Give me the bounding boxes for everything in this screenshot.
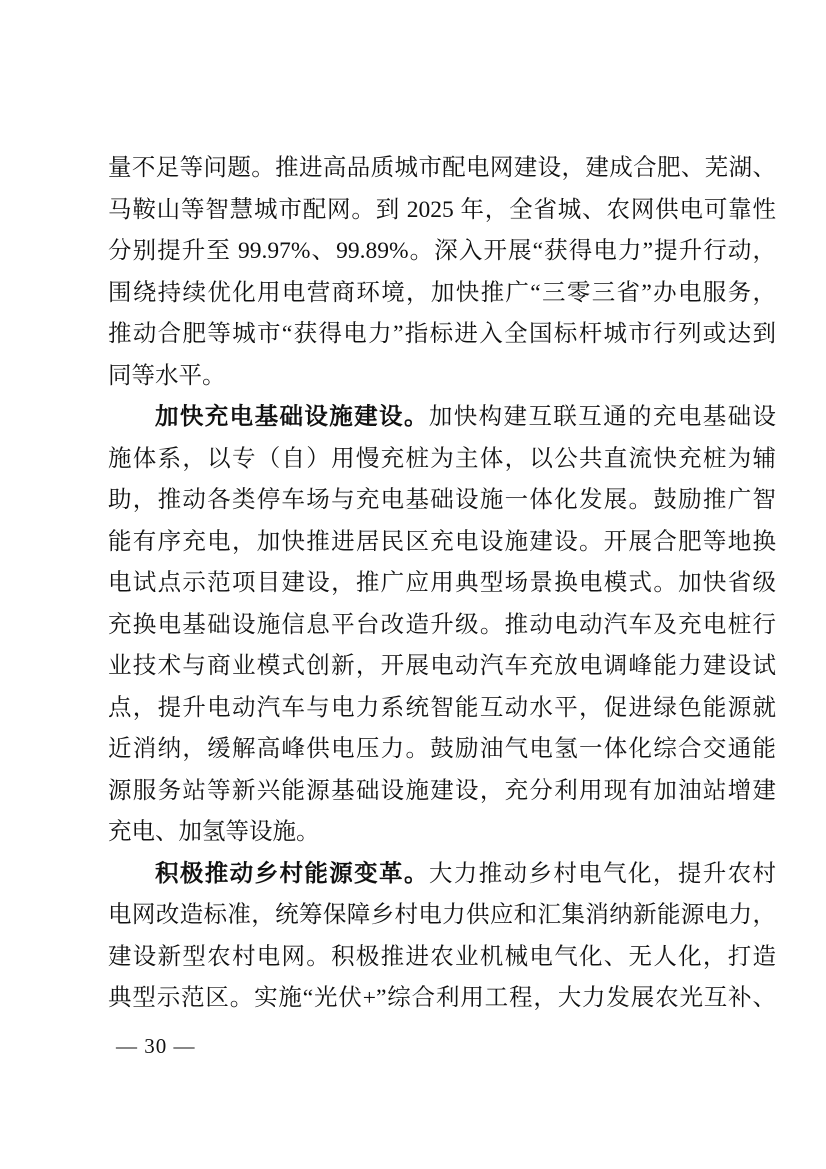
text-line: 推动合肥等城市“获得电力”指标进入全国标杆城市行列或达到: [108, 321, 776, 347]
text-line: 助，推动各类停车场与充电基础设施一体化发展。鼓励推广智: [108, 487, 776, 513]
text-line: 业技术与商业模式创新，开展电动汽车充放电调峰能力建设试: [108, 653, 776, 679]
text-line: 同等水平。: [108, 362, 226, 389]
lead-line-rest: 大力推动乡村电气化，提升农村: [428, 860, 777, 887]
text-line: [108, 397, 776, 439]
text-line: 能有序充电，加快推进居民区充电设施建设。开展合肥等地换: [108, 528, 776, 555]
lead-line-rest: 加快构建互联互通的充电基础设: [428, 404, 777, 430]
text-line: 点，提升电动汽车与电力系统智能互动水平，促进绿色能源就: [108, 694, 776, 721]
text-line: 典型示范区。实施“光伏+”综合利用工程，大力发展农光互补、: [108, 985, 776, 1011]
text-line: 充电、加氢等设施。: [108, 819, 320, 845]
text-line: 建设新型农村电网。积极推进农业机械电气化、无人化，打造: [108, 943, 776, 970]
text-line: 分别提升至 99.97%、99.89%。深入开展“获得电力”提升行动，: [108, 238, 776, 264]
text-line: 量不足等问题。推进高品质城市配电网建设，建成合肥、芜湖、: [108, 155, 776, 181]
text-line: 源服务站等新兴能源基础设施建设，充分利用现有加油站增建: [108, 777, 776, 804]
paragraph-lead-bold: 加快充电基础设施建设。: [155, 404, 429, 430]
paragraph-charging-infrastructure: [108, 397, 776, 854]
text-line: 马鞍山等智慧城市配网。到 2025 年，全省城、农网供电可靠性: [108, 196, 776, 223]
text-line: 近消纳，缓解高峰供电压力。鼓励油气电氢一体化综合交通能: [108, 736, 776, 762]
text-line: 施体系，以专（自）用慢充桩为主体，以公共直流快充桩为辅: [108, 445, 776, 472]
text-line: 电网改造标准，统筹保障乡村电力供应和汇集消纳新能源电力，: [108, 902, 776, 928]
page-number: — 30 —: [116, 1034, 196, 1058]
text-line: 围绕持续优化用电营商环境，加快推广“三零三省”办电服务，: [108, 279, 776, 306]
paragraph-lead-bold: 积极推动乡村能源变革。: [155, 860, 429, 887]
paragraph-rural-energy: [108, 854, 776, 1020]
document-body: [108, 148, 776, 1020]
text-line: 充换电基础设施信息平台改造升级。推动电动汽车及充电桩行: [108, 611, 776, 638]
text-line: 电试点示范项目建设，推广应用典型场景换电模式。加快省级: [108, 570, 776, 596]
paragraph-grid-reliability: [108, 148, 776, 397]
text-line: [108, 854, 776, 896]
